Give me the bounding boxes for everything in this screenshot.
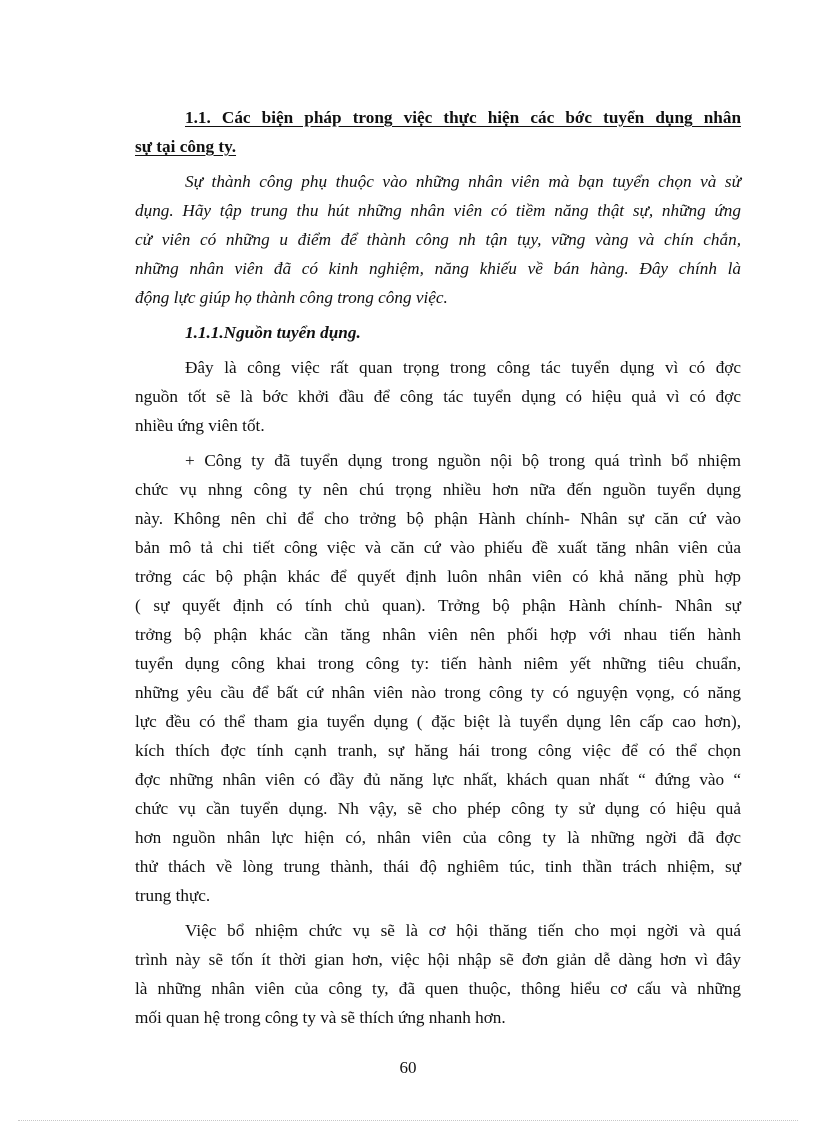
section-heading [135,103,741,161]
subheading: 1.1.1.Nguồn tuyển dụng. [185,323,361,342]
paragraph-line: Sự thành công phụ thuộc vào những nhân viên mà bạn tuyển chọn và sử [185,172,741,191]
paragraph-3 [135,916,741,1032]
intro-paragraph [135,167,741,312]
paragraph-line: hơn nguồn nhân lực hiện có, nhân viên của công ty là những ngời đã đợc [135,828,741,847]
paragraph-line: dụng. Hãy tập trung thu hút những nhân viên có tiềm năng thật sự, những ứng [135,201,741,220]
paragraph-line: Việc bổ nhiệm chức vụ sẽ là cơ hội thăng tiến cho mọi ngời và quá [185,921,741,940]
section-heading-line: 1.1. Các biện pháp trong việc thực hiện các bớc tuyển dụng nhân [185,108,741,127]
paragraph-line: kích thích đợc tính cạnh tranh, sự hăng hái trong công việc để có thể chọn [135,741,741,760]
paragraph-line: Đây là công việc rất quan trọng trong công tác tuyển dụng vì có đợc [185,358,741,377]
paragraph-line: thử thách về lòng trung thành, thái độ nghiêm túc, tinh thần trách nhiệm, sự [135,857,741,876]
paragraph-line: ( sự quyết định có tính chủ quan). Trởng bộ phận Hành chính- Nhân sự [135,596,741,615]
paragraph-line: lực đều có thể tham gia tuyển dụng ( đặc biệt là tuyển dụng lên cấp cao hơn), [135,712,741,731]
paragraph-line: đợc những nhân viên có đầy đủ năng lực nhất, khách quan nhất “ đứng vào “ [135,770,741,789]
paragraph-line: trởng các bộ phận khác để quyết định luôn nhân viên có khả năng phù hợp [135,567,741,586]
paragraph-line: này. Không nên chỉ để cho trởng bộ phận Hành chính- Nhân sự căn cứ vào [135,509,741,528]
paragraph-line: bản mô tả chi tiết công việc và căn cứ vào phiếu đề xuất tăng nhân viên của [135,538,741,557]
paragraph-line: là những nhân viên của công ty, đã quen thuộc, thông hiểu cơ cấu và những [135,979,741,998]
footer-divider [18,1120,798,1121]
paragraph-line: tuyển dụng công khai trong công ty: tiến hành niêm yết những tiêu chuẩn, [135,654,741,673]
paragraph-line: mối quan hệ trong công ty và sẽ thích ứng nhanh hơn. [135,1008,506,1027]
paragraph-line: + Công ty đã tuyển dụng trong nguồn nội bộ trong quá trình bổ nhiệm [185,451,741,470]
paragraph-line: động lực giúp họ thành công trong công việc. [135,288,448,307]
paragraph-line: những nhân viên đã có kinh nghiệm, năng khiếu về bán hàng. Đây chính là [135,259,741,278]
paragraph-line: chức vụ nhng công ty nên chú trọng nhiều hơn nữa đến nguồn tuyển dụng [135,480,741,499]
paragraph-line: cử viên có những u điểm để thành công nh tận tụy, vững vàng và chín chắn, [135,230,741,249]
paragraph-line: những yêu cầu để bất cứ nhân viên nào trong công ty có nguyện vọng, có năng [135,683,741,702]
page-number: 60 [399,1058,417,1077]
section-heading-line: sự tại công ty. [135,137,237,156]
page-body [135,103,741,1032]
paragraph-line: trởng bộ phận khác cần tăng nhân viên nên phối hợp với nhau tiến hành [135,625,741,644]
paragraph-line: nhiều ứng viên tốt. [135,416,265,435]
paragraph-2 [135,446,741,910]
paragraph-line: trình này sẽ tốn ít thời gian hơn, việc hội nhập sẽ đơn giản dễ dàng hơn vì đây [135,950,741,969]
paragraph-1 [135,353,741,440]
paragraph-line: chức vụ cần tuyển dụng. Nh vậy, sẽ cho phép công ty sử dụng có hiệu quả [135,799,741,818]
paragraph-line: nguồn tốt sẽ là bớc khởi đầu để công tác tuyển dụng có hiệu quả vì có đợc [135,387,741,406]
paragraph-line: trung thực. [135,886,211,905]
subheading-block [135,318,741,347]
